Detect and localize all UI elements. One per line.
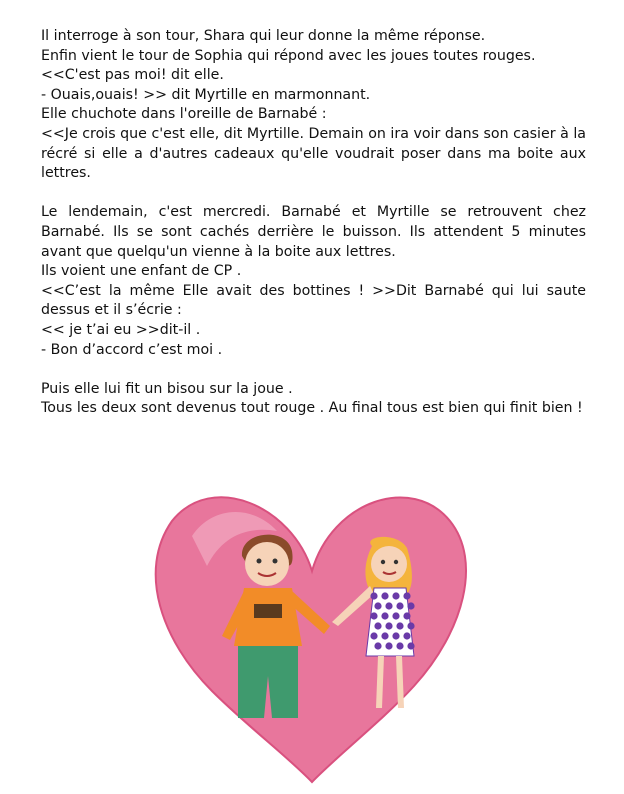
dress-dot (374, 602, 381, 609)
girl-face (371, 546, 407, 582)
paragraph-1 (41, 27, 586, 184)
boy-shirt-logo (254, 604, 282, 618)
story-line: Elle chuchote dans l'oreille de Barnabé : (41, 106, 327, 123)
dress-dot (396, 602, 403, 609)
dress-dot (392, 632, 399, 639)
dress-dot (407, 622, 414, 629)
dress-dot (407, 642, 414, 649)
story-line: Tous les deux sont devenus tout rouge . Au final tous est bien qui finit bien ! (41, 400, 583, 417)
story-line: Ils voient une enfant de CP . (41, 263, 242, 280)
dress-dot (385, 622, 392, 629)
paragraph-3 (41, 380, 586, 419)
story-line: <<Je crois que c'est elle, dit Myrtille. Demain on ira voir dans son casier à la récré si elle a d'autres cadeaux qu'elle voudrait poser dans ma boite aux lettres. (41, 125, 586, 182)
dress-dot (403, 592, 410, 599)
dress-dot (392, 592, 399, 599)
story-text (41, 27, 586, 438)
boy-face (245, 542, 289, 586)
dress-dot (381, 612, 388, 619)
dress-dot (396, 622, 403, 629)
dress-dot (370, 632, 377, 639)
dress-dot (396, 642, 403, 649)
story-line: - Bon d’accord c’est moi . (41, 341, 223, 358)
story-line: <<C'est pas moi! dit elle. (41, 67, 224, 84)
dress-dot (403, 632, 410, 639)
story-line: Il interroge à son tour, Shara qui leur donne la même réponse. (41, 28, 486, 44)
story-line: Le lendemain, c'est mercredi. Barnabé et Myrtille se retrouvent chez Barnabé. Ils se sont cachés derrière le buisson. Ils attendent 5 minutes avant que quelqu'un vienne à la boite aux lettres. (41, 204, 586, 260)
dress-dot (407, 602, 414, 609)
dress-dot (385, 602, 392, 609)
story-line: <<C’est la même Elle avait des bottines ! >>Dit Barnabé qui lui saute dessus et il s’écrie : (41, 282, 586, 319)
boy-eye (273, 559, 278, 564)
dress-dot (370, 612, 377, 619)
story-line: Enfin vient le tour de Sophia qui répond avec les joues toutes rouges. (41, 47, 536, 64)
story-line: << je t’ai eu >>dit-il . (41, 321, 201, 338)
dress-dot (374, 622, 381, 629)
dress-dot (392, 612, 399, 619)
dress-dot (381, 592, 388, 599)
dress-dot (385, 642, 392, 649)
boy-eye (257, 559, 262, 564)
girl-eye (394, 560, 398, 564)
girl-eye (381, 560, 385, 564)
dress-dot (403, 612, 410, 619)
heart-drawing (152, 476, 472, 786)
heart-drawing-svg (152, 476, 472, 786)
story-line: - Ouais,ouais! >> dit Myrtille en marmonnant. (41, 86, 371, 103)
dress-dot (381, 632, 388, 639)
dress-dot (374, 642, 381, 649)
paragraph-2 (41, 203, 586, 360)
story-line: Puis elle lui fit un bisou sur la joue . (41, 380, 293, 397)
dress-dot (370, 592, 377, 599)
